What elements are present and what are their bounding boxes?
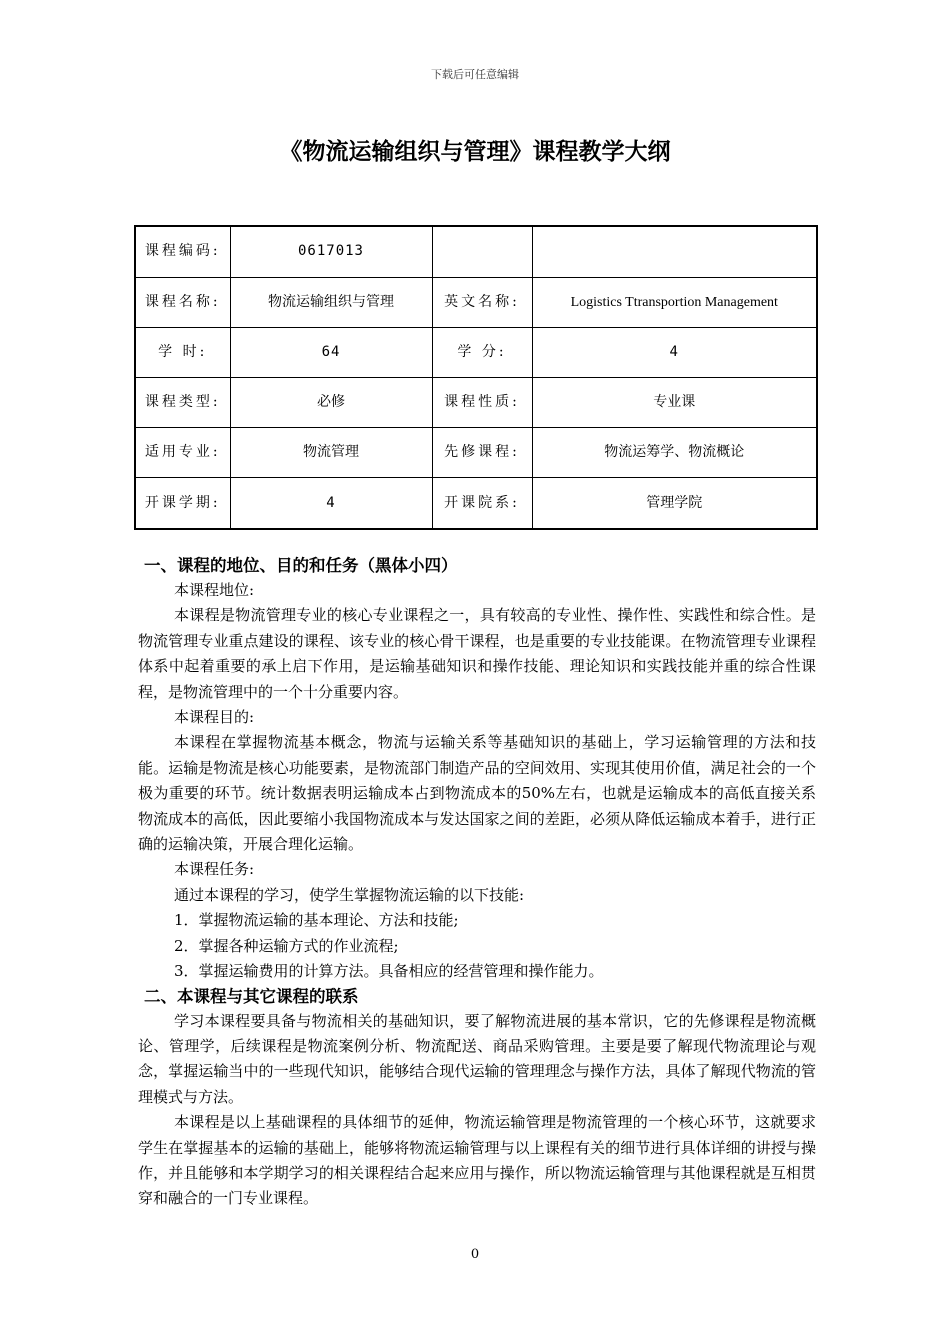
credits-value: 4 <box>532 327 817 377</box>
course-code-label: 课程编码: <box>135 226 230 277</box>
page-number: 0 <box>470 1247 480 1262</box>
section1-heading: 一、课程的地位、目的和任务（黑体小四） <box>144 556 458 575</box>
empty-cell <box>432 226 532 277</box>
table-row <box>135 226 817 277</box>
course-code-value: 0617013 <box>230 226 432 277</box>
table-row <box>135 327 817 377</box>
relation-paragraph-1: 学习本课程要具备与物流相关的基础知识，要了解物流进展的基本常识，它的先修课程是物流概论、管理学，后续课程是物流案例分析、物流配送、商品采购管理。主要是要了解现代物流理论与观念，掌握运输当中的一些现代知识，能够结合现代运输的管理理念与操作方法，具体了解现代物流的管理模式与方法。 <box>138 1011 816 1106</box>
task-intro: 通过本课程的学习，使学生掌握物流运输的以下技能: <box>174 885 525 904</box>
course-nature-label: 课程性质: <box>432 377 532 427</box>
semester-label: 开课学期: <box>135 478 230 529</box>
credits-label: 学 分: <box>432 327 532 377</box>
semester-value: 4 <box>230 478 432 529</box>
table-row <box>135 428 817 478</box>
department-value: 管理学院 <box>532 478 817 529</box>
english-name-value: Logistics Ttransportion Management <box>532 277 817 327</box>
table-row <box>135 478 817 529</box>
document-body <box>138 554 816 1212</box>
english-name-label: 英文名称: <box>432 277 532 327</box>
major-value: 物流管理 <box>230 428 432 478</box>
list-item: 3．掌握运输费用的计算方法。具备相应的经营管理和操作能力。 <box>174 962 604 981</box>
list-item: 2．掌握各种运输方式的作业流程; <box>174 936 399 955</box>
prerequisite-value: 物流运筹学、物流概论 <box>532 428 817 478</box>
document-title: 《物流运输组织与管理》课程教学大纲 <box>279 139 671 165</box>
course-name-label: 课程名称: <box>135 277 230 327</box>
major-label: 适用专业: <box>135 428 230 478</box>
hours-value: 64 <box>230 327 432 377</box>
course-info-table <box>134 225 818 530</box>
list-item: 1．掌握物流运输的基本理论、方法和技能; <box>174 911 459 930</box>
task-label: 本课程任务: <box>174 860 255 879</box>
purpose-label: 本课程目的: <box>174 708 255 727</box>
course-name-value: 物流运输组织与管理 <box>230 277 432 327</box>
relation-paragraph-2: 本课程是以上基础课程的具体细节的延伸，物流运输管理是物流管理的一个核心环节，这就要求学生在掌握基本的运输的基础上，能够将物流运输管理与以上课程有关的细节进行具体详细的讲授与操作，并且能够和本学期学习的相关课程结合起来应用与操作，所以物流运输管理与其他课程就是互相贯穿和融合的一门专业课程。 <box>138 1113 816 1208</box>
position-label: 本课程地位: <box>174 581 255 599</box>
course-type-value: 必修 <box>230 377 432 427</box>
hours-label: 学 时: <box>135 327 230 377</box>
course-type-label: 课程类型: <box>135 377 230 427</box>
course-nature-value: 专业课 <box>532 377 817 427</box>
table-row <box>135 277 817 327</box>
section2-heading: 二、本课程与其它课程的联系 <box>144 986 359 1006</box>
header-note: 下载后可任意编辑 <box>431 68 519 81</box>
prerequisite-label: 先修课程: <box>432 428 532 478</box>
empty-cell <box>532 226 817 277</box>
department-label: 开课院系: <box>432 478 532 529</box>
table-row <box>135 377 817 427</box>
position-paragraph: 本课程是物流管理专业的核心专业课程之一，具有较高的专业性、操作性、实践性和综合性。是物流管理专业重点建设的课程、该专业的核心骨干课程，也是重要的专业技能课。在物流管理专业课程体系中起着重要的承上启下作用，是运输基础知识和操作技能、理论知识和实践技能并重的综合性课程，是物流管理中的一个十分重要内容。 <box>138 606 816 701</box>
purpose-paragraph: 本课程在掌握物流基本概念，物流与运输关系等基础知识的基础上，学习运输管理的方法和技能。运输是物流是核心功能要素，是物流部门制造产品的空间效用、实现其使用价值，满足社会的一个极为重要的环节。统计数据表明运输成本占到物流成本的50%左右，也就是运输成本的高低直接关系物流成本的高低，因此要缩小我国物流成本与发达国家之间的差距，必须从降低运输成本着手，进行正确的运输决策，开展合理化运输。 <box>138 733 816 854</box>
